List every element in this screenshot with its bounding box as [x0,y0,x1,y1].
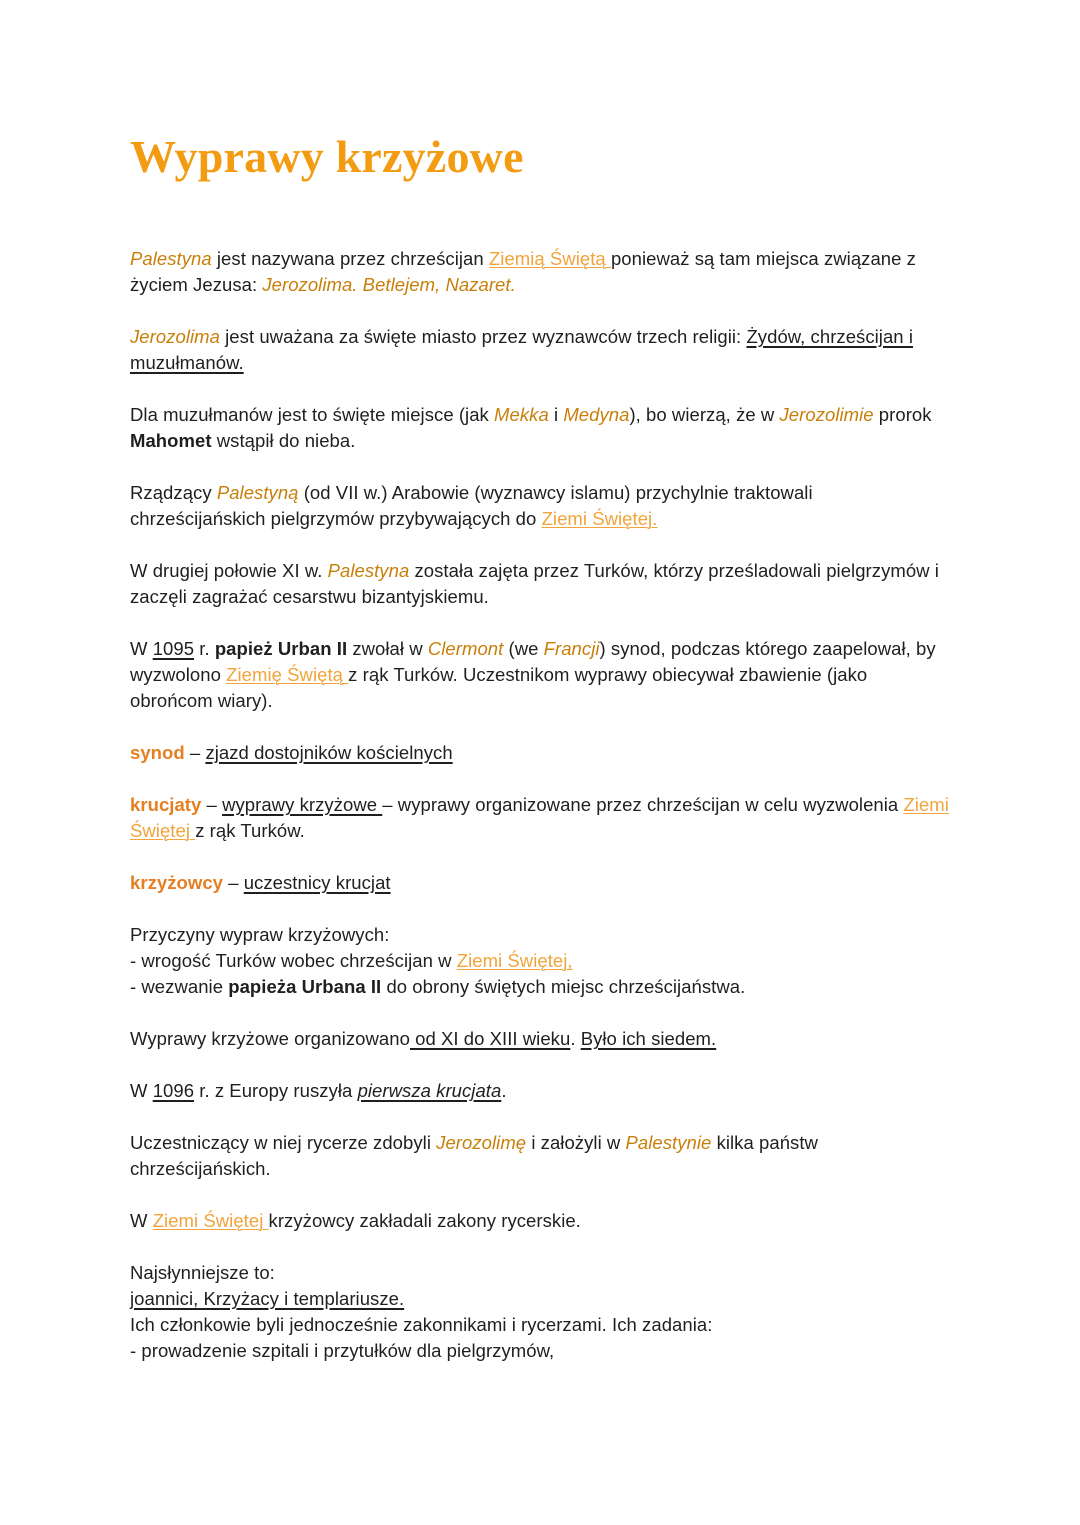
text-span: Ich członkowie byli jednocześnie zakonnikami i rycerzami. Ich zadania: [130,1314,713,1335]
definition-text: wyprawy krzyżowe [222,794,383,815]
term-clermont: Clermont [427,638,504,659]
text-span: – [223,872,244,893]
term-mahomet: Mahomet [130,430,212,451]
term-palestyna: Palestyna [130,248,212,269]
underlined-religions: Żydów, chrześcijan i muzułmanów. [130,326,913,373]
text-span: - wezwanie [130,976,229,997]
text-span: prorok [873,404,932,425]
year-1095: 1095 [152,638,195,659]
causes-heading: Przyczyny wypraw krzyżowych: [130,924,390,945]
term-mekka: Mekka [494,404,549,425]
text-span: jest nazywana przez chrześcijan [211,248,489,269]
paragraph-arabs [130,480,950,532]
text-span: W drugiej połowie XI w. [130,560,328,581]
paragraph-causes [130,922,950,1000]
link-ziemi-swietej[interactable]: Ziemi Świętej [130,794,949,841]
underlined-seven: Było ich siedem. [580,1028,717,1049]
text-span: – [201,794,223,815]
link-ziemi-swietej[interactable]: Ziemi Świętej, [456,950,573,971]
text-span: i [548,404,564,425]
definition-krucjaty [130,792,950,844]
term-synod: synod [130,742,185,763]
text-span: r. [194,638,215,659]
term-palestynie: Palestynie [625,1132,712,1153]
definition-krzyzowcy [130,870,950,896]
definition-synod [130,740,950,766]
text-span: Dla muzułmanów jest to święte miejsce (jak [130,404,495,425]
text-span: zwołał w [347,638,428,659]
paragraph-jerusalem [130,324,950,376]
term-jerozolime: Jerozolimę [436,1132,527,1153]
term-palestyna: Palestyna [327,560,410,581]
page-title: Wyprawy krzyżowe [130,131,524,182]
text-span: z rąk Turków. Uczestnikom wyprawy obiecywał zbawienie (jako obrońcom wiary). [130,664,868,711]
paragraph-turks [130,558,950,610]
paragraph-knights [130,1130,950,1182]
link-ziemi-swietej[interactable]: Ziemi Świętej [152,1210,269,1231]
term-francji: Francji [543,638,600,659]
text-span: . [570,1028,581,1049]
text-span: jest uważana za święte miasto przez wyznawców trzech religii: [219,326,747,347]
paragraph-famous-orders [130,1260,950,1364]
link-ziemi-swietej[interactable]: Ziemi Świętej. [541,508,658,529]
term-pierwsza-krucjata: pierwsza krucjata [357,1080,502,1101]
text-span: (we [503,638,544,659]
definition-text: zjazd dostojników kościelnych [205,742,453,763]
text-span: W [130,638,153,659]
text-span: - prowadzenie szpitali i przytułków dla pielgrzymów, [130,1340,555,1361]
famous-heading: Najsłynniejsze to: [130,1262,275,1283]
text-span: i założyli w [526,1132,626,1153]
text-span: W [130,1080,153,1101]
term-cities: Jerozolima. Betlejem, Nazaret. [262,274,516,295]
text-span: wstąpił do nieba. [211,430,356,451]
text-span: z rąk Turków. [195,820,305,841]
text-span: (od VII w.) Arabowie (wyznawcy islamu) przychylnie traktowali chrześcijańskich pielgrzymów przybywających do [130,482,813,529]
term-papieza-urbana: papieża Urbana II [228,976,382,997]
text-span: – wyprawy organizowane przez chrześcijan w celu wyzwolenia [382,794,904,815]
paragraph-orders [130,1208,950,1234]
text-span: Wyprawy krzyżowe organizowano [130,1028,410,1049]
paragraph-palestine [130,246,950,298]
paragraph-synod-1095 [130,636,950,714]
text-span: . [501,1080,507,1101]
paragraph-period [130,1026,950,1052]
term-jerozolimie: Jerozolimie [779,404,874,425]
text-span: r. z Europy ruszyła [194,1080,358,1101]
paragraph-muslims [130,402,950,454]
text-span: ) synod, podczas którego zaapelował, by wyzwolono [130,638,936,685]
term-jerozolima: Jerozolima [130,326,220,347]
underlined-period: od XI do XIII wieku [409,1028,571,1049]
text-span: krzyżowcy zakładali zakony rycerskie. [268,1210,581,1231]
text-span: została zajęta przez Turków, którzy prześladowali pielgrzymów i zaczęli zagrażać cesarstwu bizantyjskiemu. [130,560,939,607]
term-krucjaty: krucjaty [130,794,202,815]
paragraph-first-crusade [130,1078,950,1104]
term-medyna: Medyna [563,404,630,425]
text-span: do obrony świętych miejsc chrześcijaństwa. [381,976,746,997]
text-span: ponieważ są tam miejsca związane z życiem Jezusa: [130,248,916,295]
definition-text: uczestnicy krucjat [243,872,391,893]
term-krzyzowcy: krzyżowcy [130,872,223,893]
text-span: kilka państw chrześcijańskich. [130,1132,818,1179]
term-palestyna: Palestyną [216,482,299,503]
underlined-orders: joannici, Krzyżacy i templariusze. [130,1288,405,1309]
text-span: - wrogość Turków wobec chrześcijan w [130,950,457,971]
document-page [130,126,950,1364]
year-1096: 1096 [152,1080,195,1101]
text-span: W [130,1210,153,1231]
term-papiez-urban: papież Urban II [214,638,348,659]
text-span: ), bo wierzą, że w [629,404,780,425]
text-span: Rządzący [130,482,217,503]
text-span: – [184,742,206,763]
link-ziemie-swieta[interactable]: Ziemię Świętą [226,664,349,685]
link-ziemia-swieta[interactable]: Ziemią Świętą [488,248,611,269]
text-span: Uczestniczący w niej rycerze zdobyli [130,1132,437,1153]
